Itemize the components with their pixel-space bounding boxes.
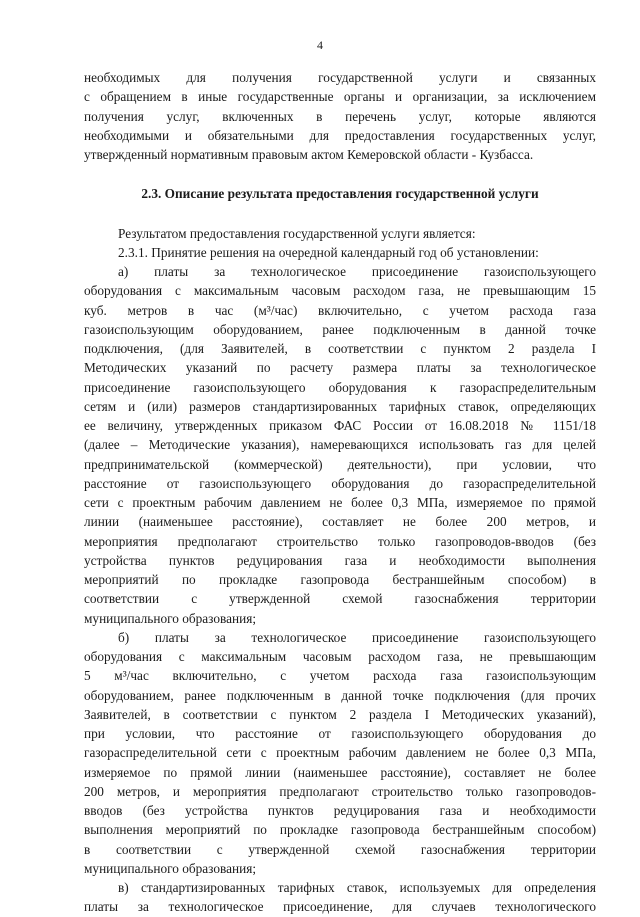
text-line: расстояние от газоиспользующего оборудования до газораспределительной bbox=[84, 475, 596, 491]
item-2-3-1: 2.3.1. Принятие решения на очередной календарный год об установлении: bbox=[118, 244, 539, 260]
text-line: устройства пунктов редуцирования газа и необходимости выполнения bbox=[84, 552, 596, 568]
text-line: 5 м³/час включительно, с учетом расхода газа газоиспользующим bbox=[84, 668, 596, 684]
item-b-paragraph bbox=[84, 628, 596, 878]
text-line: необходимыми и обязательными для предоставления государственных услуг, bbox=[84, 127, 596, 143]
text-line: мероприятий по прокладке газопровода бестраншейным способом) в bbox=[84, 572, 596, 587]
text-line: в) стандартизированных тарифных ставок, используемых для определения bbox=[118, 880, 596, 895]
text-line: Заявителей, в соответствии с пунктом 2 раздела I Методических указаний), bbox=[84, 706, 596, 722]
text-line: газоиспользующим оборудованием, ранее подключенным в данной точке bbox=[84, 321, 596, 337]
text-line: линии (наименьшее расстояние), составляет не более 200 метров, и bbox=[84, 514, 596, 530]
text-line: муниципального образования; bbox=[84, 860, 257, 876]
text-line: газораспределительной сети с проектным рабочим давлением не более 0,3 МПа, bbox=[84, 745, 596, 761]
text-line: муниципального образования; bbox=[84, 610, 257, 626]
text-line: измеряемое по прямой линии (наименьшее расстояние), составляет не более bbox=[84, 764, 596, 780]
text-line: выполнения мероприятий по прокладке газопровода бестраншейным способом) bbox=[84, 822, 596, 838]
text-line: оборудования с максимальным часовым расходом газа, не превышающим bbox=[84, 649, 596, 664]
text-line: 200 метров, и мероприятия предполагают строительство только газопроводов- bbox=[84, 783, 596, 799]
text-line: мероприятия предполагают строительство только газопроводов-вводов (без bbox=[84, 533, 596, 549]
text-line: утвержденный нормативным правовым актом Кемеровской области - Кузбасса. bbox=[84, 147, 534, 162]
text-line: вводов (без устройства пунктов редуцирования газа и необходимости bbox=[84, 803, 596, 818]
text-line: необходимых для получения государственной услуги и связанных bbox=[84, 70, 596, 85]
document-body bbox=[84, 68, 596, 917]
text-line: при условии, что расстояние от газоиспользующего оборудования до bbox=[84, 726, 596, 741]
text-line: с обращением в иные государственные органы и организации, за исключением bbox=[84, 89, 596, 105]
text-line: сетям и (или) размеров стандартизированных тарифных ставок, определяющих bbox=[84, 398, 596, 414]
text-line: подключения, (для Заявителей, в соответствии с пунктом 2 раздела I bbox=[84, 341, 596, 356]
section-heading: 2.3. Описание результата предоставления государственной услуги bbox=[141, 186, 539, 202]
result-intro: Результатом предоставления государственной услуги является: bbox=[118, 225, 476, 241]
text-line: получения услуг, включенных в перечень услуг, которые являются bbox=[84, 108, 596, 124]
text-line: ее величину, утвержденных приказом ФАС России от 16.08.2018 № 1151/18 bbox=[84, 418, 596, 433]
intro-paragraph bbox=[84, 68, 596, 164]
text-line: б) платы за технологическое присоединение газоиспользующего bbox=[118, 629, 596, 645]
text-line: (далее – Методические указания), намеревающихся использовать газ для целей bbox=[84, 437, 596, 453]
text-line: куб. метров в час (м³/час) включительно, с учетом расхода газа bbox=[84, 302, 596, 318]
item-v-paragraph bbox=[84, 878, 596, 917]
text-line: а) платы за технологическое присоединение газоиспользующего bbox=[118, 264, 596, 279]
text-line: Методических указаний по расчету размера платы за технологическое bbox=[84, 360, 596, 376]
item-a-paragraph bbox=[84, 262, 596, 628]
text-line: предпринимательской (коммерческой) деятельности), при условии, что bbox=[84, 456, 596, 472]
text-line: в соответствии с утвержденной схемой газоснабжения территории bbox=[84, 841, 596, 857]
result-paragraph bbox=[84, 224, 596, 263]
text-line: оборудования с максимальным часовым расходом газа, не превышающим 15 bbox=[84, 283, 596, 299]
text-line: сети с проектным рабочим давлением не более 0,3 МПа, измеряемое по прямой bbox=[84, 495, 596, 510]
text-line: соответствии с утвержденной схемой газоснабжения территории bbox=[84, 591, 596, 607]
text-line: платы за технологическое присоединение, для случаев технологического bbox=[84, 899, 596, 915]
page-number: 4 bbox=[317, 38, 323, 52]
text-line: присоединение газоиспользующего оборудования к газораспределительным bbox=[84, 379, 596, 395]
text-line: оборудованием, ранее подключенным в данной точке подключения (для прочих bbox=[84, 687, 596, 703]
